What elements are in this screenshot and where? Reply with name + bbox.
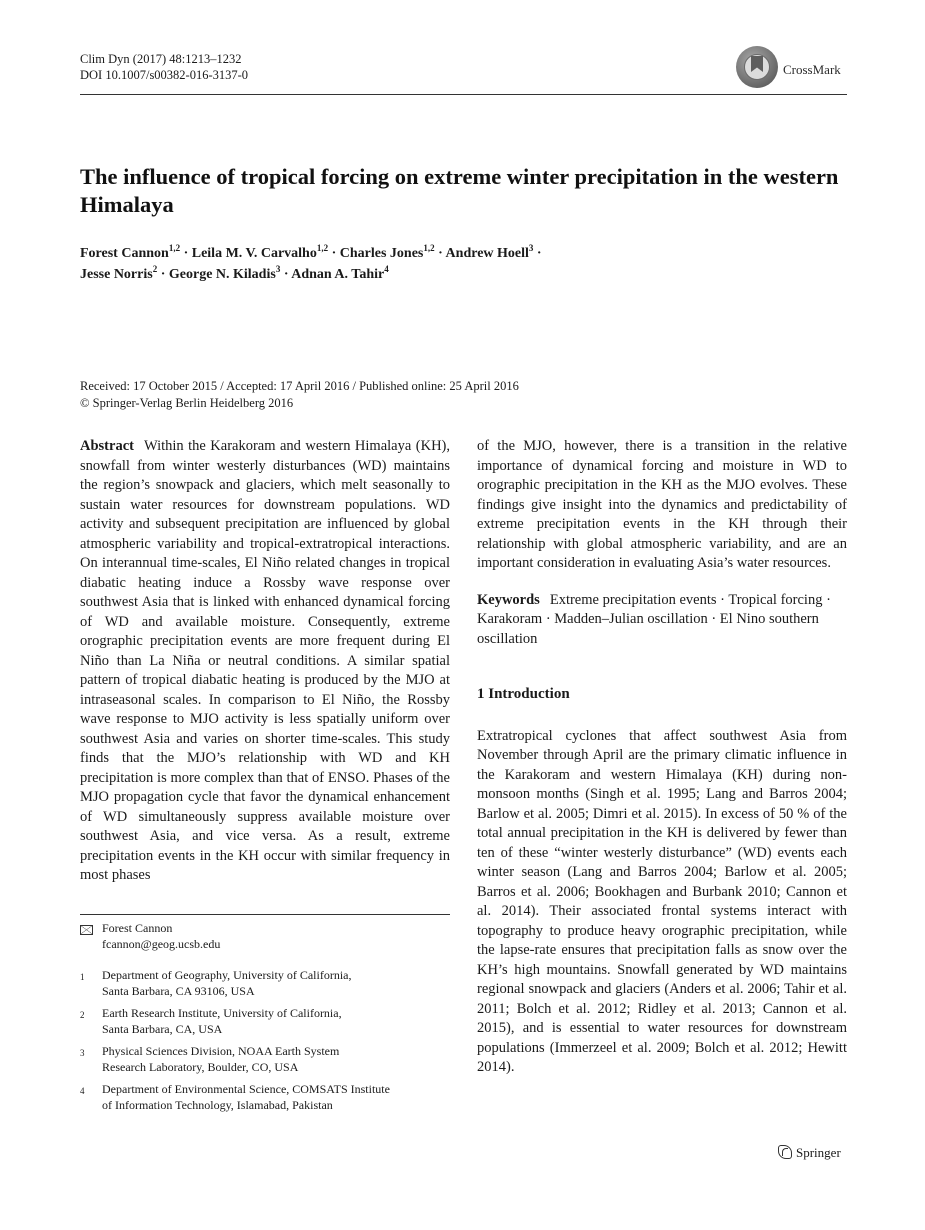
keywords-label: Keywords xyxy=(477,591,540,608)
corresponding-author: Forest Cannon xyxy=(102,921,173,935)
publication-dates xyxy=(80,378,840,411)
crossmark-badge[interactable] xyxy=(736,46,856,92)
left-column xyxy=(80,437,450,886)
author-item[interactable]: Charles Jones$^{1,2}$ · xyxy=(339,243,446,261)
crossmark-label: CrossMark xyxy=(783,62,841,77)
corresponding-email[interactable]: fcannon@geog.ucsb.edu xyxy=(102,936,221,951)
author-item[interactable]: George N. Kiladis$^3$ · xyxy=(168,264,292,282)
section-heading: 1 Introduction xyxy=(477,686,570,702)
crossmark-icon xyxy=(736,46,778,88)
author-item[interactable]: Leila M. V. Carvalho$^{1,2}$ · xyxy=(191,243,340,261)
envelope-icon xyxy=(80,921,102,952)
abstract-paragraph xyxy=(80,437,450,886)
keywords-text: Extreme precipitation events · Tropical forcing · Karakoram · Madden–Julian oscillation · El Nino southern oscillation xyxy=(477,591,831,647)
publisher-name: Springer xyxy=(796,1145,841,1160)
journal-header xyxy=(80,51,248,83)
copyright-line: © Springer-Verlag Berlin Heidelberg 2016 xyxy=(80,395,294,410)
abstract-label: Abstract xyxy=(80,438,134,454)
affiliation-item: 1 Department of Geography, University of California, Santa Barbara, CA 93106, USA xyxy=(80,968,352,998)
author-item[interactable]: Forest Cannon$^{1,2}$ · xyxy=(80,243,192,261)
springer-footer xyxy=(778,1145,841,1161)
footnote-divider xyxy=(80,914,450,915)
introduction-text: Extratropical cyclones that affect southwest Asia from November through April are the primary climatic influence in the Karakoram and western Himalaya (KH) during non-monsoon months (Singh et al. 1995; Lang and Barros 2004; Barlow et al. 2005; Dimri et al. 2015). In excess of 50 % of the total annual precipitation in the KH is delivered by fewer than ten of these “winter westerly disturbance” (WD) events each winter season (Lang and Barros 2004; Barlow et al. 2005; Barros et al. 2006; Bookhagen and Burbank 2010; Cannon et al. 2014). Their associated frontal systems interact with topography to produce heavy orographic precipitation, while the lapse-rate ensures that precipitation falls as snow over the KH’s high mountains. Snowfall generated by WD maintains regional snowpack and glaciers (Anders et al. 2006; Tahir et al. 2011; Bolch et al. 2012; Ridley et al. 2013; Cannon et al. 2015), and is essential to water resources for downstream populations (Immerzeel et al. 2009; Bolch et al. 2012; Hewitt 2014). xyxy=(477,727,847,1075)
abstract-text-right: of the MJO, however, there is a transition in the relative importance of dynamical forcing and moisture in WD to orographic precipitation in the KH as the MJO evolves. These findings give insight into the dynamics and predictability of extreme precipitation events in the KH through their relationship with global atmospheric variability, and are an important consideration in evaluating Asia’s water resources. xyxy=(477,438,847,571)
author-item[interactable]: Jesse Norris$^2$ · xyxy=(80,264,169,282)
abstract-text-left: Within the Karakoram and western Himalaya (KH), snowfall from winter westerly disturbances (WD) maintains the region’s snowpack and glaciers, which melt seasonally to sustain water resources for downstream populations. WD activity and subsequent precipitation are influenced by global atmospheric variability and tropical-extratropical interactions. On interannual time-scales, El Niño related changes in tropical diabatic heating induce a Rossby wave response over southwest Asia that is linked with enhanced dynamical forcing of WD and available moisture. Consequently, extreme orographic precipitation events are more frequent during El Niño than La Niña or neutral conditions. A similar spatial pattern of tropical diabatic heating is produced by the MJO at intraseasonal scales. In comparison to El Niño, the Rossby wave response to MJO activity is less spatially uniform over southwest Asia and varies on shorter time-scales. This study finds that the MJO’s relationship with WD and KH precipitation is more complex than that of ENSO. Phases of the MJO propagation cycle that favor the dynamical enhancement of WD simultaneously suppress available moisture over southwest Asia, and vice versa. As a result, extreme precipitation events in the KH occur with similar frequency in most phases xyxy=(80,438,450,883)
journal-citation: Clim Dyn (2017) 48:1213–1232 xyxy=(80,52,242,66)
correspondence-note xyxy=(80,921,450,952)
author-list xyxy=(80,243,840,285)
keywords-paragraph xyxy=(477,591,847,650)
affiliation-item: 3 Physical Sciences Division, NOAA Earth System Research Laboratory, Boulder, CO, USA xyxy=(80,1044,340,1074)
footnotes xyxy=(80,921,450,1120)
author-item[interactable]: Adnan A. Tahir$^4$ xyxy=(291,264,389,282)
author-item[interactable]: Andrew Hoell$^3$ · xyxy=(445,243,542,261)
right-column xyxy=(477,437,847,1078)
history-line: Received: 17 October 2015 / Accepted: 17 April 2016 / Published online: 25 April 2016 xyxy=(80,379,519,393)
paper-title: The influence of tropical forcing on extreme winter precipitation in the western Himalaya xyxy=(80,164,839,217)
affiliation-item: 4 Department of Environmental Science, COMSATS Institute of Information Technology, Islamabad, Pakistan xyxy=(80,1082,390,1112)
doi-line[interactable]: DOI 10.1007/s00382-016-3137-0 xyxy=(80,68,249,82)
springer-horse-icon xyxy=(778,1145,792,1159)
header-divider xyxy=(80,94,847,95)
affiliation-item: 2 Earth Research Institute, University of California, Santa Barbara, CA, USA xyxy=(80,1006,342,1036)
